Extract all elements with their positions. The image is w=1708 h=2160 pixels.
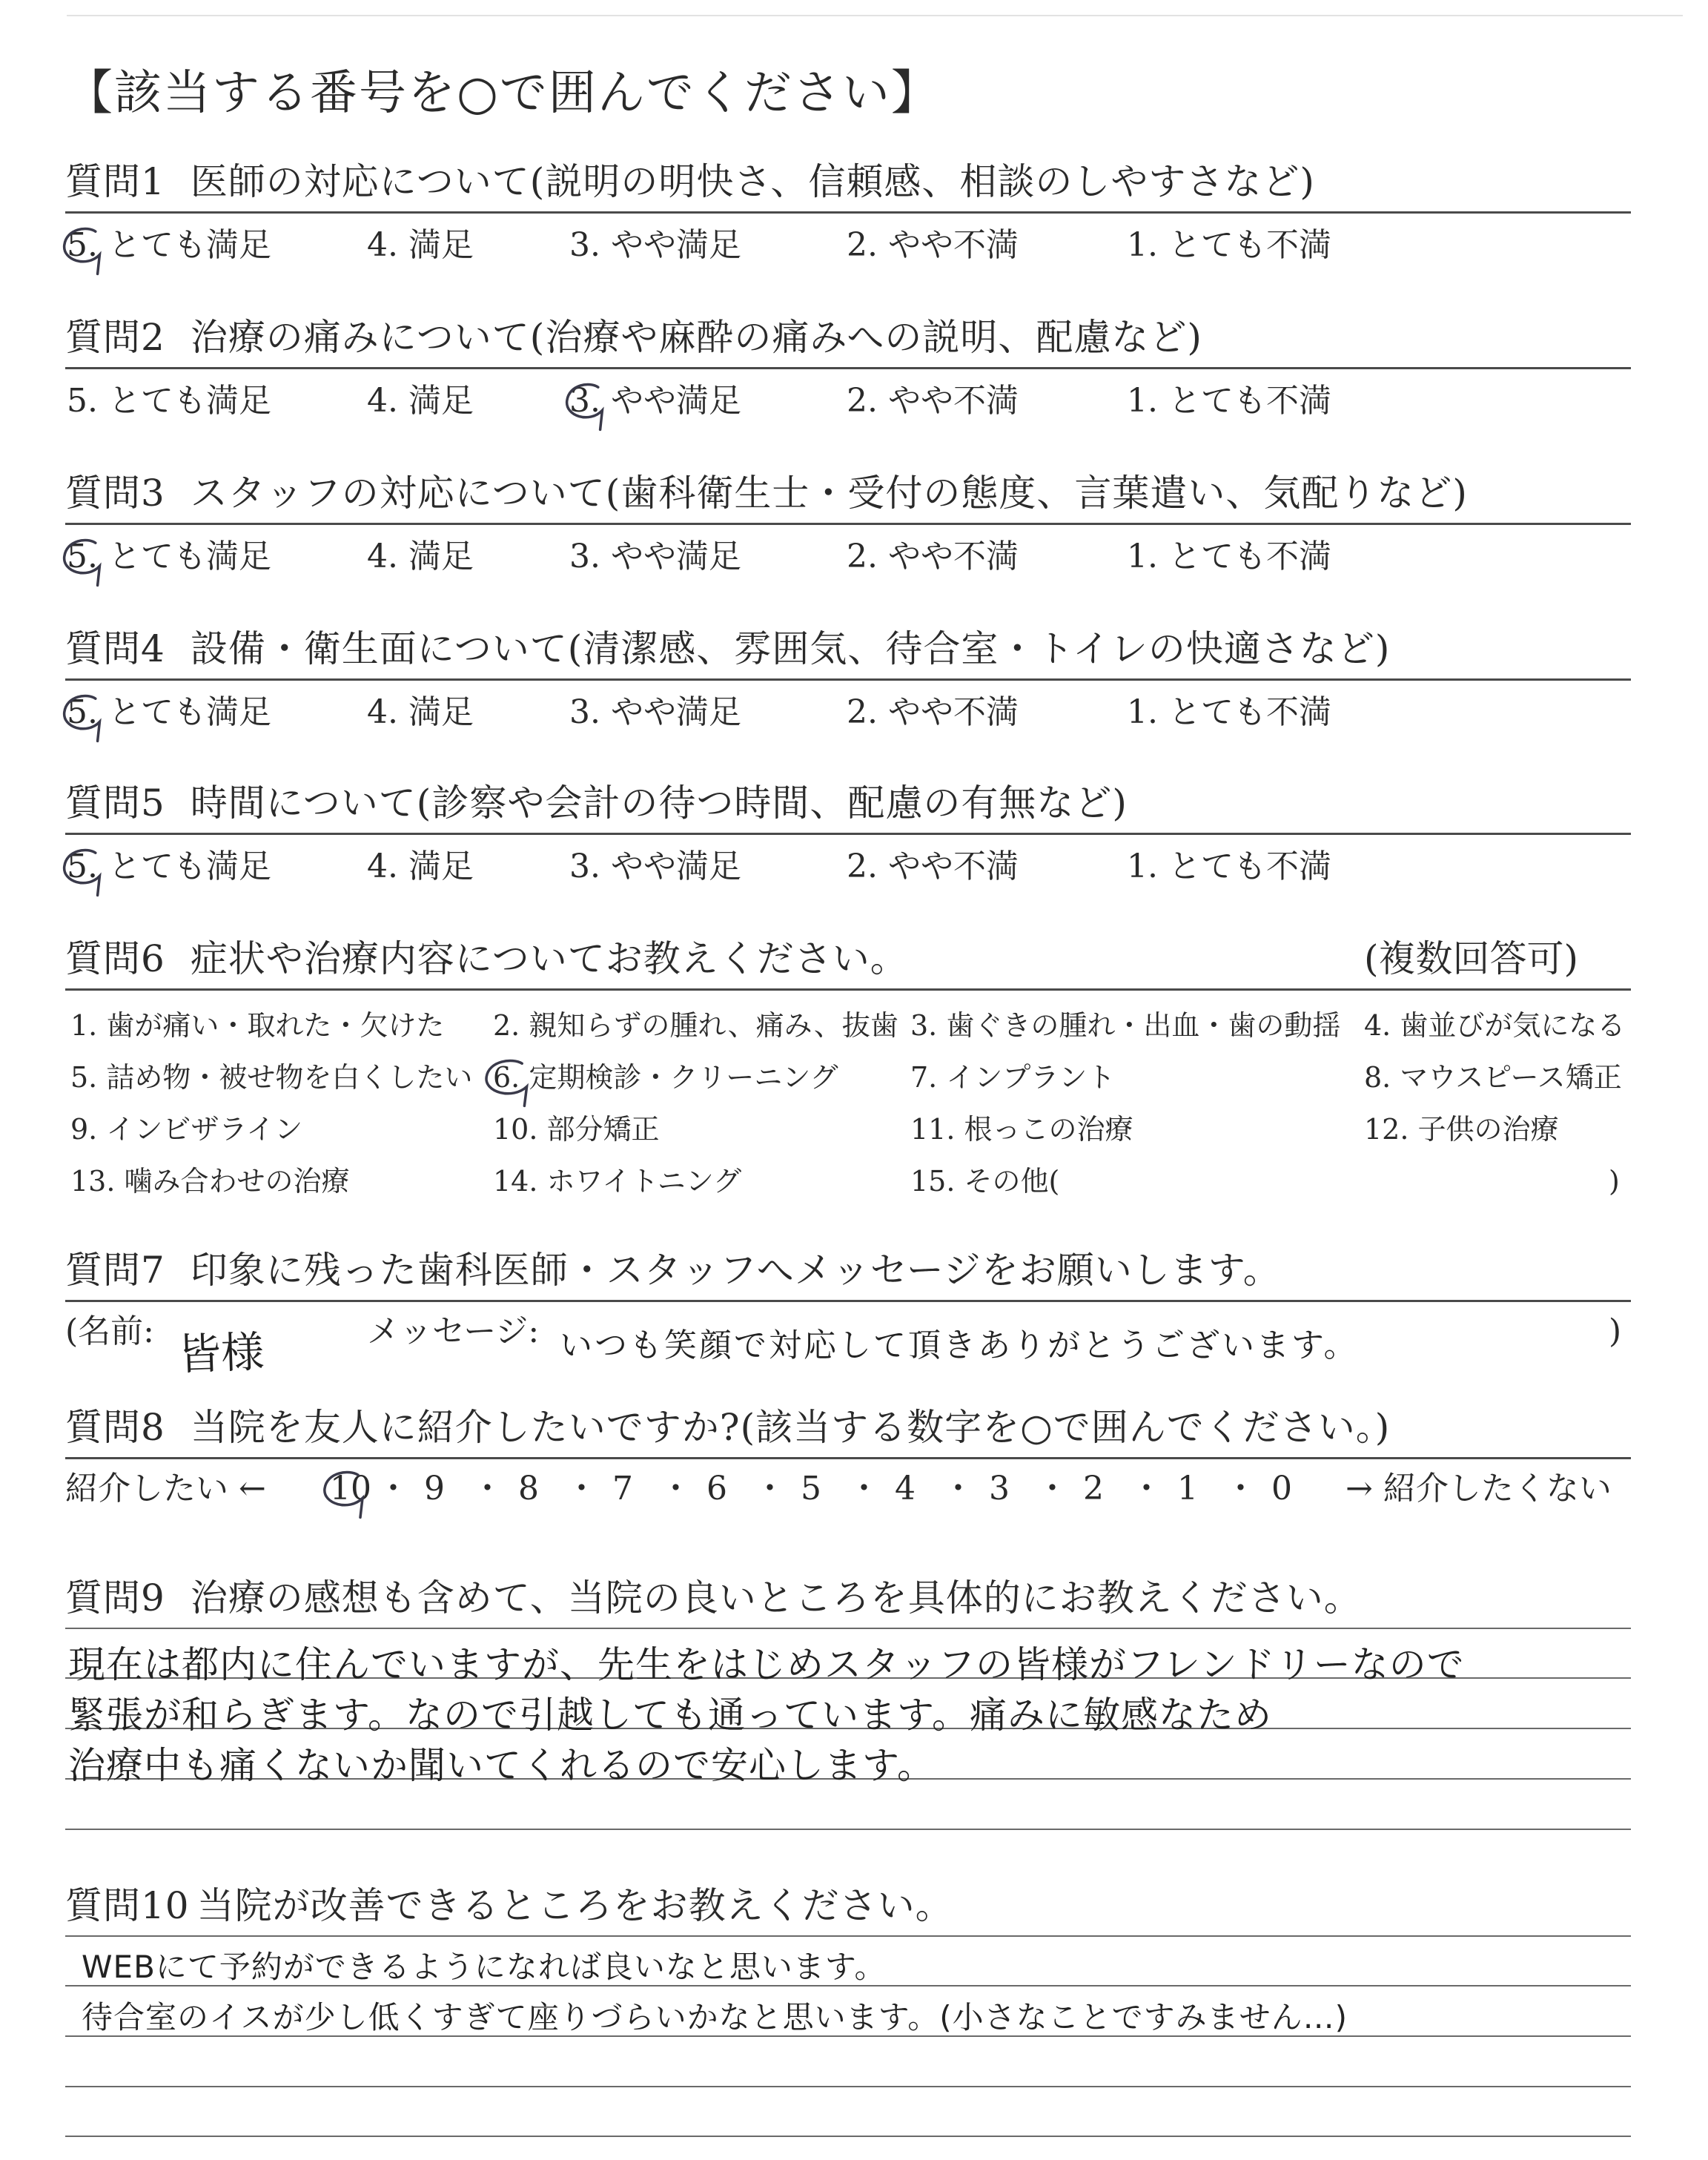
q6-option-6[interactable]: 6. 定期検診・クリーニング xyxy=(493,1061,838,1094)
answer-line xyxy=(65,2136,1631,2137)
answer-handwritten-line: 現在は都内に住んでいますが、先生をはじめスタッフの皆様がフレンドリーなので xyxy=(68,1643,1465,1686)
rating-option-1[interactable]: 1. とても不満 xyxy=(1127,538,1331,575)
question-5-rule xyxy=(65,833,1631,835)
instruction-header: 【該当する番号を○で囲んでください】 xyxy=(65,66,940,121)
q6-option-7[interactable]: 7. インプラント xyxy=(910,1061,1116,1094)
question-5-heading xyxy=(65,781,1128,825)
scale-separator: ・ xyxy=(565,1470,598,1507)
answer-handwritten-line: 待合室のイスが少し低くすぎて座りづらいかなと思います。(小さなことですみません…) xyxy=(82,1999,1348,2035)
scale-separator: ・ xyxy=(847,1470,881,1507)
answer-handwritten-line: WEBにて予約ができるようになれば良いなと思います。 xyxy=(82,1949,887,1985)
scale-value-4[interactable]: 4 xyxy=(895,1470,916,1507)
question-text: 症状や治療内容についてお教えください。 xyxy=(190,937,908,980)
answer-line xyxy=(65,1935,1631,1937)
question-number: 質問7 xyxy=(65,1249,165,1292)
q6-option-1[interactable]: 1. 歯が痛い・取れた・欠けた xyxy=(70,1009,445,1042)
question-9-heading xyxy=(65,1576,1362,1620)
question-text: 当院を友人に紹介したいですか?(該当する数字を○で囲んでください。) xyxy=(190,1406,1391,1449)
question-number: 質問5 xyxy=(65,782,165,825)
question-4-heading xyxy=(65,627,1390,671)
question-number: 質問8 xyxy=(65,1406,165,1449)
question-2-heading xyxy=(65,315,1202,360)
question-3-heading xyxy=(65,471,1468,515)
rating-option-1[interactable]: 1. とても不満 xyxy=(1127,693,1331,731)
selection-circle xyxy=(51,684,115,759)
rating-option-4[interactable]: 4. 満足 xyxy=(367,382,474,420)
scale-value-3[interactable]: 3 xyxy=(989,1470,1010,1507)
scale-separator: ・ xyxy=(471,1470,504,1507)
other-close-paren: ) xyxy=(1609,1165,1620,1198)
scale-value-9[interactable]: 9 xyxy=(424,1470,445,1507)
question-number: 質問4 xyxy=(65,627,165,670)
question-text: スタッフの対応について(歯科衛生士・受付の態度、言葉遣い、気配りなど) xyxy=(190,472,1468,515)
question-text: 当院が改善できるところをお教えください。 xyxy=(196,1884,953,1927)
q6-option-2[interactable]: 2. 親知らずの腫れ、痛み、抜歯 xyxy=(493,1009,898,1042)
question-number: 質問6 xyxy=(65,937,165,980)
rating-option-1[interactable]: 1. とても不満 xyxy=(1127,848,1331,885)
question-text: 時間について(診察や会計の待つ時間、配慮の有無など) xyxy=(190,782,1128,825)
rating-option-5[interactable]: 5. とても満足 xyxy=(67,693,271,731)
selection-circle xyxy=(554,372,618,448)
answer-line xyxy=(65,1628,1631,1629)
scale-separator: ・ xyxy=(659,1470,692,1507)
question-7-rule xyxy=(65,1300,1631,1302)
question-number: 質問2 xyxy=(65,316,165,359)
scale-value-7[interactable]: 7 xyxy=(612,1470,633,1507)
q6-option-15[interactable]: 15. その他( xyxy=(910,1165,1060,1198)
q6-option-14[interactable]: 14. ホワイトニング xyxy=(493,1165,742,1198)
top-border xyxy=(67,15,1683,16)
question-8-heading xyxy=(65,1405,1390,1450)
rating-option-5[interactable]: 5. とても満足 xyxy=(67,848,271,885)
scale-value-0[interactable]: 0 xyxy=(1271,1470,1292,1507)
rating-option-3[interactable]: 3. やや満足 xyxy=(569,693,741,731)
rating-option-4[interactable]: 4. 満足 xyxy=(367,226,474,264)
rating-option-4[interactable]: 4. 満足 xyxy=(367,848,474,885)
rating-option-3[interactable]: 3. やや満足 xyxy=(569,226,741,264)
scale-value-1[interactable]: 1 xyxy=(1177,1470,1198,1507)
question-7-heading xyxy=(65,1248,1281,1292)
rating-option-2[interactable]: 2. やや不満 xyxy=(847,848,1019,885)
answer-line xyxy=(65,2086,1631,2087)
answer-handwritten-line: 緊張が和らぎます。なので引越しても通っています。痛みに敏感なため xyxy=(68,1694,1272,1737)
question-text: 印象に残った歯科医師・スタッフへメッセージをお願いします。 xyxy=(190,1249,1281,1292)
question-text: 医師の対応について(説明の明快さ、信頼感、相談のしやすさなど) xyxy=(190,160,1315,203)
rating-option-3[interactable]: 3. やや満足 xyxy=(569,538,741,575)
q6-option-3[interactable]: 3. 歯ぐきの腫れ・出血・歯の動揺 xyxy=(910,1009,1341,1042)
name-handwritten: 皆様 xyxy=(177,1326,265,1381)
question-number: 質問9 xyxy=(65,1576,165,1619)
selection-circle xyxy=(473,1048,543,1124)
scale-separator: ・ xyxy=(753,1470,787,1507)
question-6-rule xyxy=(65,988,1631,991)
question-1-heading xyxy=(65,159,1315,204)
rating-option-2[interactable]: 2. やや不満 xyxy=(847,693,1019,731)
scale-separator: ・ xyxy=(1036,1470,1069,1507)
question-text: 設備・衛生面について(清潔感、雰囲気、待合室・トイレの快適さなど) xyxy=(190,627,1391,670)
scale-separator: ・ xyxy=(1224,1470,1257,1507)
q6-option-5[interactable]: 5. 詰め物・被せ物を白くしたい xyxy=(70,1061,473,1094)
rating-option-4[interactable]: 4. 満足 xyxy=(367,538,474,575)
multiple-answers-note: (複数回答可) xyxy=(1364,937,1579,980)
scale-value-8[interactable]: 8 xyxy=(518,1470,539,1507)
q6-option-13[interactable]: 13. 噛み合わせの治療 xyxy=(70,1165,350,1198)
scale-value-5[interactable]: 5 xyxy=(801,1470,821,1507)
name-label: (名前: xyxy=(65,1312,154,1350)
q6-option-10[interactable]: 10. 部分矯正 xyxy=(493,1113,660,1146)
message-handwritten: いつも笑顔で対応して頂きありがとうございます。 xyxy=(560,1327,1359,1364)
scale-value-10[interactable]: 10 xyxy=(330,1470,371,1507)
rating-option-2[interactable]: 2. やや不満 xyxy=(847,226,1019,264)
q6-option-8[interactable]: 8. マウスピース矯正 xyxy=(1364,1061,1622,1094)
question-text: 治療の痛みについて(治療や麻酔の痛みへの説明、配慮など) xyxy=(190,316,1202,359)
scale-value-2[interactable]: 2 xyxy=(1083,1470,1104,1507)
selection-circle xyxy=(51,528,115,604)
rating-option-3[interactable]: 3. やや満足 xyxy=(569,382,741,420)
rating-option-1[interactable]: 1. とても不満 xyxy=(1127,382,1331,420)
recommend-left-label: 紹介したい ← xyxy=(65,1470,266,1507)
question-text: 治療の感想も含めて、当院の良いところを具体的にお教えください。 xyxy=(190,1576,1362,1619)
q6-option-11[interactable]: 11. 根っこの治療 xyxy=(910,1113,1133,1146)
q6-option-9[interactable]: 9. インビザライン xyxy=(70,1113,303,1146)
question-number: 質問10 xyxy=(65,1884,190,1927)
message-label: メッセージ: xyxy=(367,1312,540,1350)
scale-value-6[interactable]: 6 xyxy=(706,1470,727,1507)
question-number: 質問3 xyxy=(65,472,165,515)
selection-circle xyxy=(51,217,115,292)
rating-option-2[interactable]: 2. やや不満 xyxy=(847,382,1019,420)
scale-separator: ・ xyxy=(377,1470,410,1507)
rating-option-5[interactable]: 5. とても満足 xyxy=(67,382,271,420)
q6-option-4[interactable]: 4. 歯並びが気になる xyxy=(1364,1009,1626,1042)
question-2-rule xyxy=(65,367,1631,369)
rating-option-2[interactable]: 2. やや不満 xyxy=(847,538,1019,575)
question-3-rule xyxy=(65,523,1631,525)
scale-separator: ・ xyxy=(1130,1470,1163,1507)
message-close-paren: ) xyxy=(1609,1312,1622,1350)
question-1-rule xyxy=(65,211,1631,214)
rating-option-5[interactable]: 5. とても満足 xyxy=(67,538,271,575)
q6-option-12[interactable]: 12. 子供の治療 xyxy=(1364,1113,1559,1146)
recommend-right-label: → 紹介したくない xyxy=(1345,1470,1612,1507)
rating-option-1[interactable]: 1. とても不満 xyxy=(1127,226,1331,264)
question-10-heading xyxy=(65,1883,953,1928)
answer-line xyxy=(65,1829,1631,1830)
question-4-rule xyxy=(65,678,1631,681)
rating-option-3[interactable]: 3. やや満足 xyxy=(569,848,741,885)
question-number: 質問1 xyxy=(65,160,165,203)
scale-separator: ・ xyxy=(941,1470,975,1507)
answer-handwritten-line: 治療中も痛くないか聞いてくれるので安心します。 xyxy=(68,1744,935,1787)
selection-circle xyxy=(311,1460,378,1536)
question-8-rule xyxy=(65,1457,1631,1459)
question-6-heading xyxy=(65,937,908,981)
rating-option-5[interactable]: 5. とても満足 xyxy=(67,226,271,264)
rating-option-4[interactable]: 4. 満足 xyxy=(367,693,474,731)
selection-circle xyxy=(51,838,115,914)
